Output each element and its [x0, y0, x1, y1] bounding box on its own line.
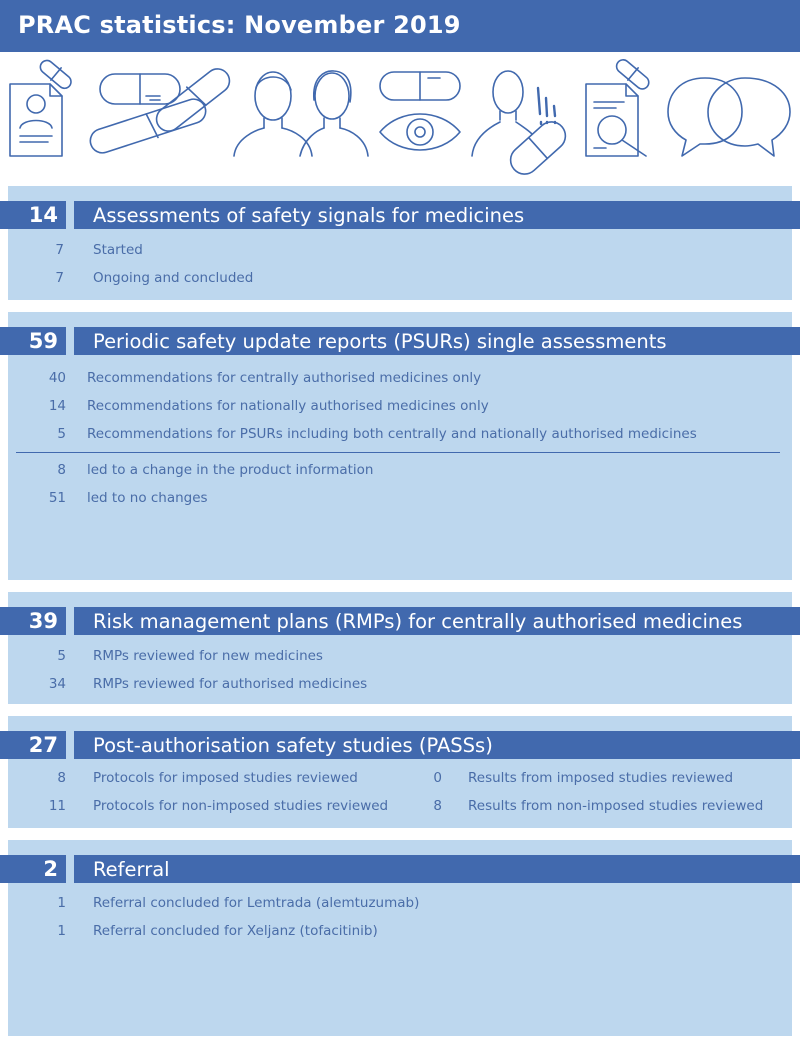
- pass-count: 27: [0, 731, 66, 759]
- safety-signals-header: [0, 201, 800, 229]
- referral-header: [0, 855, 800, 883]
- rmps-title: Risk management plans (RMPs) for centrally authorised medicines: [74, 607, 800, 635]
- document-face-pill-icon: [10, 58, 74, 156]
- pass-header: [0, 731, 800, 759]
- rmps-header: [0, 607, 800, 635]
- psurs-divider: [16, 452, 780, 453]
- pass-title: Post-authorisation safety studies (PASSs): [74, 731, 800, 759]
- psurs-title: Periodic safety update reports (PSURs) single assessments: [74, 327, 800, 355]
- speech-bubbles-icon: [668, 78, 790, 156]
- man-woman-icon: [234, 71, 368, 156]
- rmps-count: 39: [0, 607, 66, 635]
- safety-signals-title: Assessments of safety signals for medicines: [74, 201, 800, 229]
- document-magnifier-icon: [586, 57, 651, 156]
- person-alert-pill-icon: [472, 71, 571, 180]
- icons-row: [0, 56, 800, 180]
- referral-count: 2: [0, 855, 66, 883]
- safety-signals-count: 14: [0, 201, 66, 229]
- psurs-count: 59: [0, 327, 66, 355]
- eye-pill-icon: [380, 72, 460, 150]
- pills-icon: [87, 64, 234, 156]
- page-title: PRAC statistics: November 2019: [18, 11, 461, 39]
- psurs-header: [0, 327, 800, 355]
- referral-title: Referral: [74, 855, 800, 883]
- title-bar: [0, 0, 800, 52]
